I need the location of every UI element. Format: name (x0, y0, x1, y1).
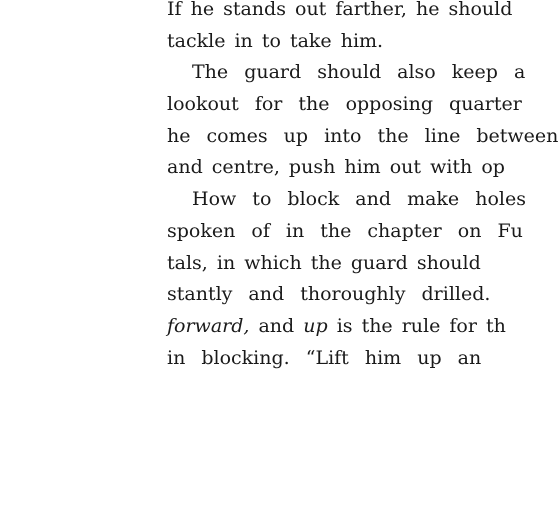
text-line: tackle in to take him. (167, 29, 384, 52)
text-line: he comes up into the line between (167, 124, 558, 147)
page-text (167, 0, 558, 374)
text-line: spoken of in the chapter on Fu (167, 219, 523, 242)
text-line: in blocking. “Lift him up an (167, 346, 482, 369)
text-line: lookout for the opposing quarter (167, 93, 522, 116)
italic-word-up: up (303, 314, 328, 337)
text-fragment: is the rule for th (327, 314, 506, 337)
paragraph-start-line: How to block and make holes (192, 188, 526, 211)
text-line: If he stands out farther, he should (167, 0, 513, 20)
mixed-style-line (167, 311, 512, 343)
paragraph-start-line: The guard should also keep a (192, 61, 526, 84)
text-line: tals, in which the guard should (167, 251, 481, 274)
text-fragment: and (249, 314, 304, 337)
text-line: stantly and thoroughly drilled. (167, 283, 491, 306)
italic-word-forward: forward, (167, 314, 250, 337)
text-line: and centre, push him out with op (167, 156, 505, 179)
